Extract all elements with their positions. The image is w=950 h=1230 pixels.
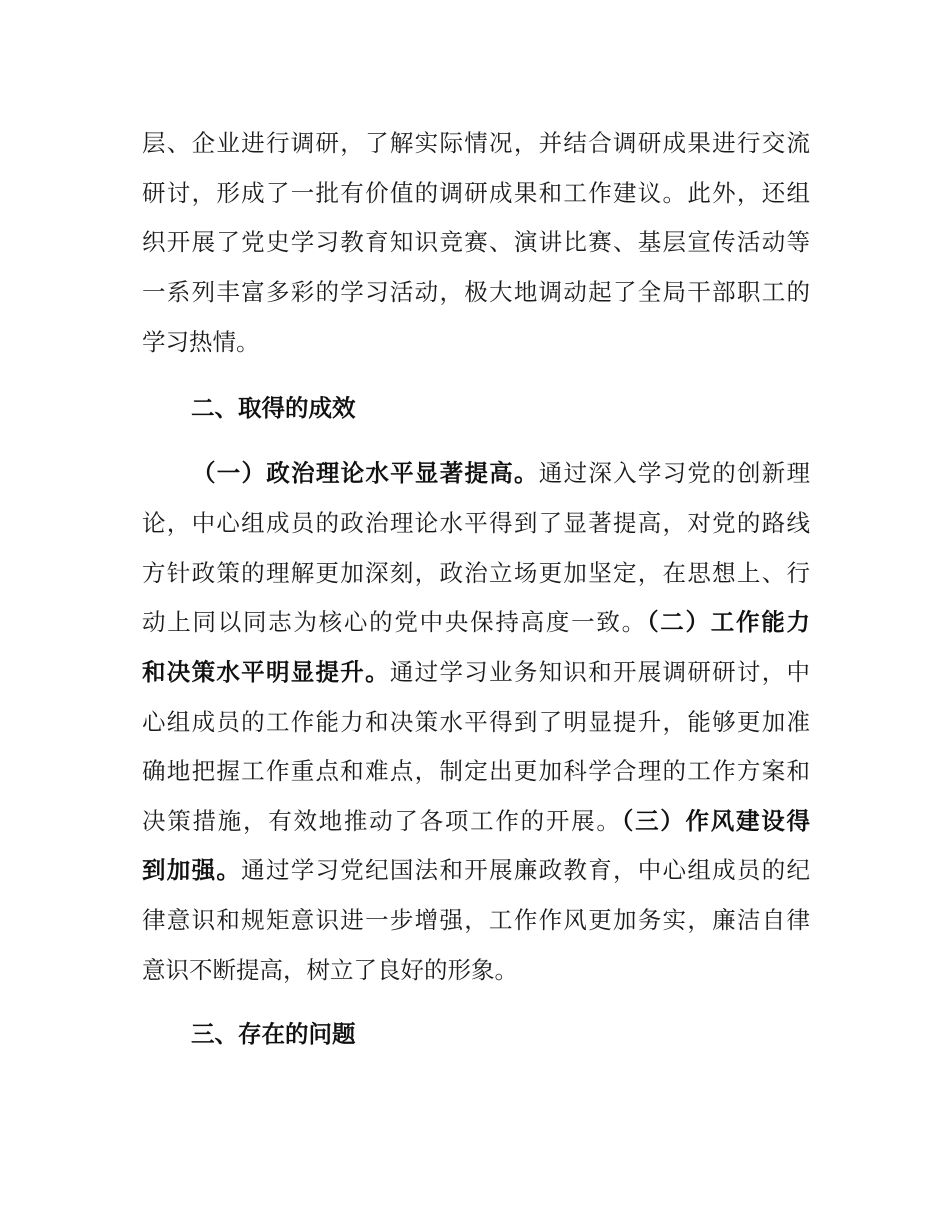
paragraph-2-line-1-text: 通过深入学习党的创新理 (538, 459, 810, 487)
paragraph-2-line-4 (142, 605, 810, 639)
paragraph-2-line-3: 方针政策的理解更加深刻，政治立场更加坚定，在思想上、行 (142, 559, 810, 587)
section-3-heading: 三、存在的问题 (191, 1020, 356, 1048)
paragraph-2-line-6: 心组成员的工作能力和决策水平得到了明显提升，能够更加准 (142, 708, 810, 736)
subheading-2-end: 和决策水平明显提升。 (142, 658, 390, 686)
paragraph-1-line-2: 研讨，形成了一批有价值的调研成果和工作建议。此外，还组 (142, 179, 810, 207)
paragraph-1-line-5: 学习热情。 (142, 328, 260, 356)
paragraph-2-line-8 (142, 804, 810, 838)
subheading-3-start: （三）作风建设得 (621, 807, 810, 835)
paragraph-2-line-7: 确地把握工作重点和难点，制定出更加科学合理的工作方案和 (142, 757, 810, 785)
section-2-heading: 二、取得的成效 (191, 394, 356, 422)
subheading-2-start: （二）工作能力 (646, 608, 810, 636)
paragraph-2-line-9-text: 通过学习党纪国法和开展廉政教育，中心组成员的纪 (241, 856, 810, 884)
paragraph-2-line-10: 律意识和规矩意识进一步增强，工作作风更加务实，廉洁自律 (142, 906, 810, 934)
paragraph-1-line-3: 织开展了党史学习教育知识竞赛、演讲比赛、基层宣传活动等 (142, 228, 810, 256)
paragraph-2-line-11: 意识不断提高，树立了良好的形象。 (142, 956, 518, 984)
paragraph-2-line-5 (142, 655, 810, 689)
subheading-1: （一）政治理论水平显著提高。 (192, 459, 539, 487)
paragraph-2-line-2: 论，中心组成员的政治理论水平得到了显著提高，对党的路线 (142, 509, 810, 537)
paragraph-1-line-1: 层、企业进行调研，了解实际情况，并结合调研成果进行交流 (142, 129, 810, 157)
paragraph-2-line-8-text: 决策措施，有效地推动了各项工作的开展。 (142, 807, 622, 835)
paragraph-1-line-4: 一系列丰富多彩的学习活动，极大地调动起了全局干部职工的 (142, 278, 810, 306)
paragraph-2-line-4-text: 动上同以同志为核心的党中央保持高度一致。 (142, 608, 647, 636)
subheading-3-end: 到加强。 (142, 856, 242, 884)
paragraph-2-line-5-text: 通过学习业务知识和开展调研研讨，中 (389, 658, 810, 686)
paragraph-2-line-9 (142, 853, 810, 887)
paragraph-2-line-1 (192, 456, 810, 490)
